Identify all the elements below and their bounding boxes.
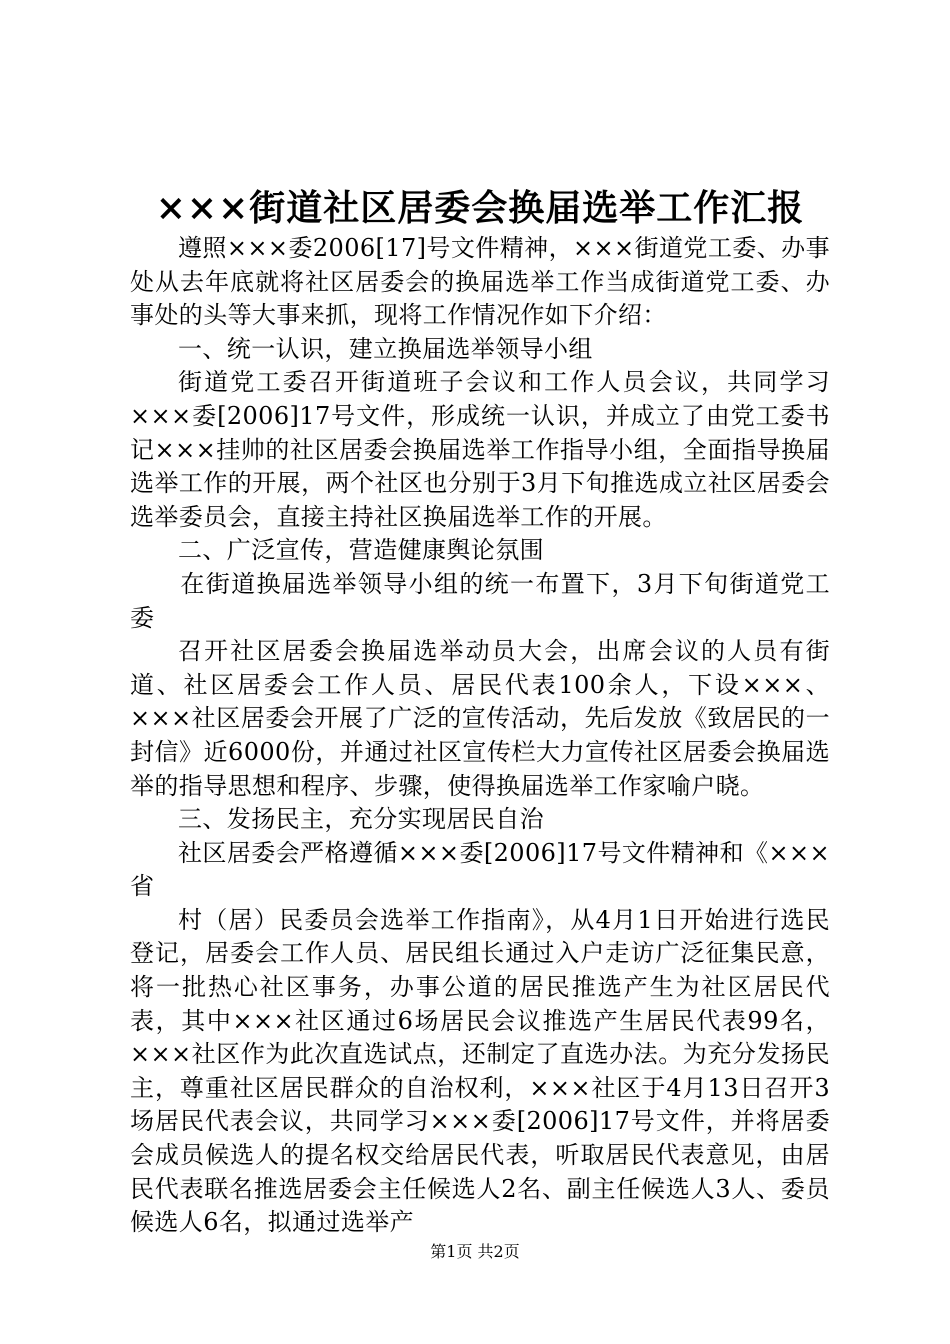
paragraph-section-3b: 村（居）民委员会选举工作指南》，从4月1日开始进行选民登记，居委会工作人员、居民组长通过入户走访广泛征集民意，将一批热心社区事务，办事公道的居民推选产生为社区居民代表，其中×××社区通过6场居民会议推选产生居民代表99名，×××社区作为此次直选试点，还制定了直选办法。为充分发扬民主，尊重社区居民群众的自治权利，×××社区于4月13日召开3场居民代表会议，共同学习×××委[2006]17号文件，并将居委会成员候选人的提名权交给居民代表，听取居民代表意见，由居民代表联名推选居委会主任候选人2名、副主任候选人3人、委员候选人6名，拟通过选举产: [130, 905, 830, 1237]
page-number-footer: 第1页 共2页: [430, 1242, 520, 1261]
document-title: ×××街道社区居委会换届选举工作汇报: [155, 187, 805, 229]
paragraph-section-2b: 召开社区居委会换届选举动员大会，出席会议的人员有街道、社区居委会工作人员、居民代表100余人，下设×××、×××社区居委会开展了广泛的宣传活动，先后发放《致居民的一封信》近6000份，并通过社区宣传栏大力宣传社区居委会换届选举的指导思想和程序、步骤，使得换届选举工作家喻户晓。: [130, 637, 830, 800]
section-heading-3: 三、发扬民主，充分实现居民自治: [178, 805, 544, 834]
section-heading-2: 二、广泛宣传，营造健康舆论氛围: [178, 536, 544, 565]
paragraph-section-1: 街道党工委召开街道班子会议和工作人员会议，共同学习×××委[2006]17号文件，形成统一认识，并成立了由党工委书记×××挂帅的社区居委会换届选举工作指导小组，全面指导换届选举工作的开展，两个社区也分别于3月下旬推选成立社区居委会选举委员会，直接主持社区换届选举工作的开展。: [130, 368, 830, 531]
paragraph-section-3a: 社区居委会严格遵循×××委[2006]17号文件精神和《×××省: [130, 838, 830, 901]
section-heading-1: 一、统一认识，建立换届选举领导小组: [178, 334, 593, 363]
document-body: [130, 232, 830, 1240]
paragraph-section-2a: 在街道换届选举领导小组的统一布置下，3月下旬街道党工委: [130, 569, 830, 632]
paragraph-intro: 遵照×××委2006[17]号文件精神，×××街道党工委、办事处从去年底就将社区居委会的换届选举工作当成街道党工委、办事处的头等大事来抓，现将工作情况作如下介绍：: [130, 234, 830, 330]
